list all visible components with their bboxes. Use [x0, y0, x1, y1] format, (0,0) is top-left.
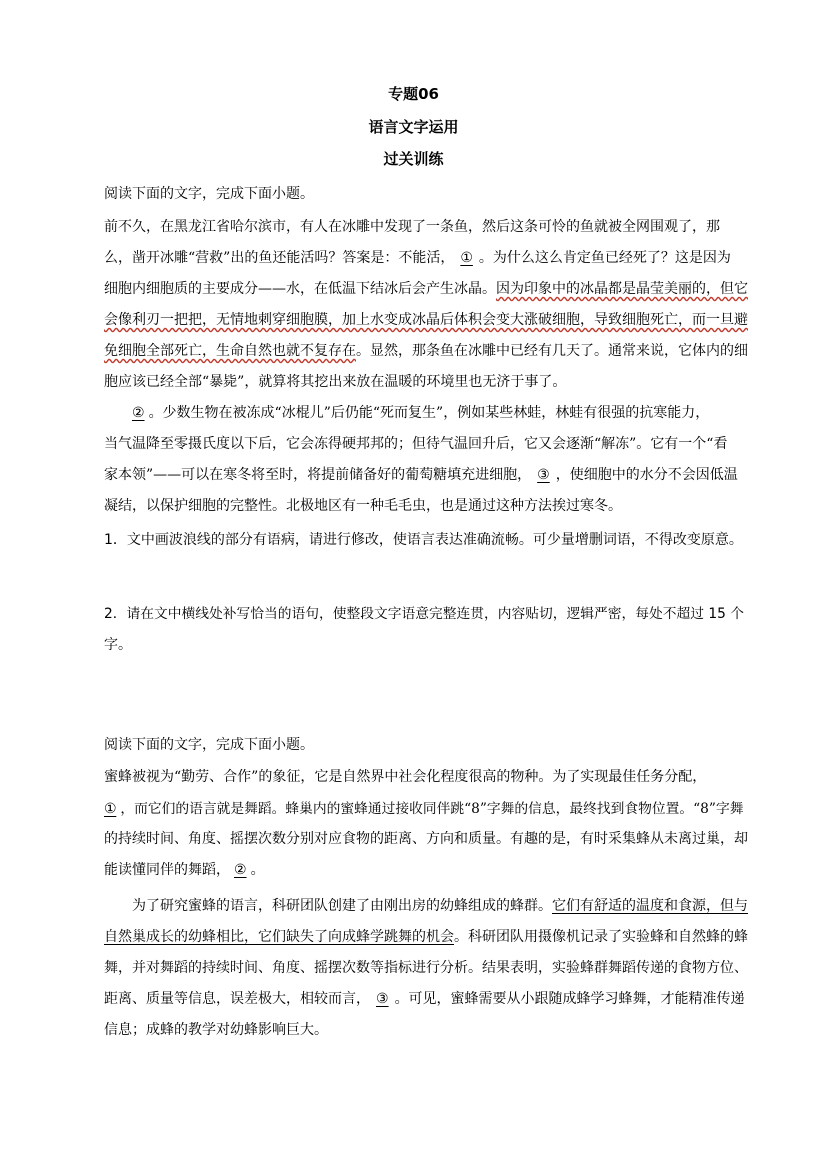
passage2-line: 自然巢成长的幼蜂相比，它们缺失了向成蜂学跳舞的机会。科研团队用摄像机记录了实验蜂和自然蜂的蜂 — [104, 926, 748, 946]
passage1-line: 当气温降至零摄氏度以下后，它会冻得硬邦邦的；但待气温回升后，它又会逐渐“解冻”。它有一个“看 — [104, 436, 728, 452]
passage1-line: 免细胞全部死亡，生命自然也就不复存在。显然，那条鱼在冰雕中已经有几天了。通常来说，它体内的细 — [104, 343, 748, 359]
passage1-line: 前不久，在黑龙江省哈尔滨市，有人在冰雕中发现了一条鱼，然后这条可怜的鱼就被全网围观了，那 — [104, 219, 720, 235]
section-title: 过关训练 — [383, 150, 444, 168]
passage2-line: 距离、质量等信息，误差极大，相较而言， ③ 。可见，蜜蜂需要从小跟随成蜂学习蜂舞，才能精准传递 — [104, 991, 745, 1007]
passage1-line: 胞应该已经全部“暴毙”，就算将其挖出来放在温暖的环境里也无济于事了。 — [104, 374, 567, 390]
topic-title: 专题06 — [388, 85, 439, 103]
wavy-sentence: 免细胞全部死亡，生命自然也就不复存在 — [104, 343, 356, 359]
blank-1: ① — [460, 250, 473, 266]
passage2-line: 能读懂同伴的舞蹈， ② 。 — [104, 862, 265, 878]
passage2-instruction: 阅读下面的文字，完成下面小题。 — [104, 737, 314, 753]
passage2-line: 舞，并对舞蹈的持续时间、角度、摇摆次数等指标进行分析。结果表明，实验蜂群舞蹈传递的食物方位、 — [104, 960, 748, 976]
blank-3: ③ — [376, 991, 389, 1007]
passage2-line: 的持续时间、角度、摇摆次数分别对应食物的距离、方向和质量。有趣的是，有时采集蜂从未离过巢，却 — [104, 831, 748, 847]
blank-2: ② — [132, 405, 145, 421]
blank-1-start — [706, 769, 716, 785]
blank-1: ① — [104, 801, 117, 817]
passage1-line: 家本领”——可以在寒冬将至时，将提前储备好的葡萄糖填充进细胞， ③ ，使细胞中的水分不会因低温 — [104, 467, 738, 483]
question-2: 2．请在文中横线处补写恰当的语句，使整段文字语意完整连贯，内容贴切，逻辑严密，每处不超过 15 个 — [104, 606, 744, 622]
passage1-line — [104, 309, 748, 329]
passage1-line: ② 。少数生物在被冻成“冰棍儿”后仍能“死而复生”，例如某些林蛙，林蛙有很强的抗寒能力， — [132, 405, 710, 421]
passage1-line: 凝结，以保护细胞的完整性。北极地区有一种毛毛虫，也是通过这种方法挨过寒冬。 — [104, 498, 622, 514]
underlined-sentence: 自然巢成长的幼蜂相比，它们缺失了向成蜂学跳舞的机会 — [104, 929, 454, 945]
passage1-instruction: 阅读下面的文字，完成下面小题。 — [104, 186, 314, 202]
wavy-sentence: 会像利刃一把把，无情地刺穿细胞膜，加上水变成冰晶后体积会变大涨破细胞，导致细胞死亡，而一旦避 — [104, 312, 748, 328]
question-2-continued: 字。 — [104, 637, 132, 653]
passage2-line: ① ，而它们的语言就是舞蹈。蜂巢内的蜜蜂通过接收同伴跳“8”字舞的信息，最终找到食物位置。“8”字舞 — [104, 801, 744, 817]
blank-3: ③ — [537, 467, 550, 483]
passage2-line: 蜜蜂被视为“勤劳、合作”的象征，它是自然界中社会化程度很高的物种。为了实现最佳任务分配， — [104, 766, 716, 786]
blank-2: ② — [234, 862, 247, 878]
underlined-sentence: 它们有舒适的温度和食源，但与 — [552, 898, 748, 914]
passage1-line: 细胞内细胞质的主要成分——水，在低温下结冰后会产生冰晶。因为印象中的冰晶都是晶莹美丽的，但它 — [104, 281, 748, 297]
passage2-line: 信息；成蜂的教学对幼蜂影响巨大。 — [104, 1022, 328, 1038]
wavy-sentence: 因为印象中的冰晶都是晶莹美丽的，但它 — [496, 281, 748, 297]
passage2-line: 为了研究蜜蜂的语言，科研团队创建了由刚出房的幼蜂组成的蜂群。它们有舒适的温度和食源，但与 — [132, 895, 748, 915]
question-1: 1．文中画波浪线的部分有语病，请进行修改，使语言表达准确流畅。可少量增删词语，不得改变原意。 — [104, 532, 743, 548]
passage1-line: 么，凿开冰雕“营救”出的鱼还能活吗？答案是：不能活， ① 。为什么这么肯定鱼已经死了？这是因为 — [104, 250, 731, 266]
subject-title: 语言文字运用 — [368, 118, 459, 136]
